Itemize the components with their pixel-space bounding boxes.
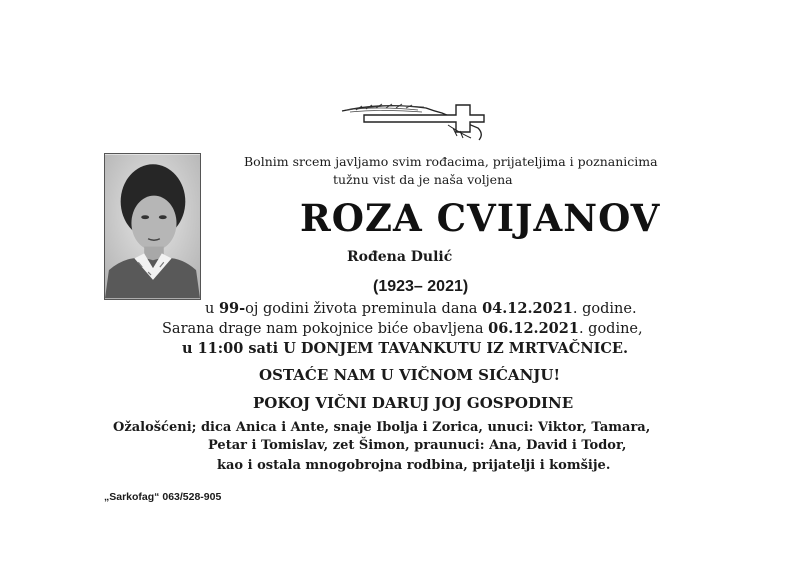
footer-contact: „Sarkofag“ 063/528-905 <box>104 491 222 503</box>
death-date: 04.12.2021 <box>482 300 573 317</box>
memory-line: OSTAĆE NAM U VIČNOM SIĆANJU! <box>259 366 561 384</box>
mourners-line-2: Petar i Tomislav, zet Šimon, praunuci: Ana, David i Todor, <box>208 438 627 453</box>
age-death-line: u 99-oj godini života preminula dana 04.12.2021. godine. <box>205 300 637 317</box>
mourners-line-1: Ožalošćeni; dica Anica i Ante, snaje Ibolja i Zorica, unuci: Viktor, Tamara, <box>113 420 651 435</box>
birth-name: Rođena Dulić <box>347 249 453 265</box>
funeral-line: Sarana drage nam pokojnice biće obavljena 06.12.2021. godine, <box>162 320 643 337</box>
funeral-time: 11:00 <box>197 340 244 357</box>
intro-line-1: Bolnim srcem javljamo svim rođacima, prijateljima i poznanicima <box>244 154 658 169</box>
cross-ornament-icon <box>338 98 488 142</box>
life-years: (1923– 2021) <box>373 278 469 295</box>
age-value: 99- <box>218 300 246 317</box>
portrait-photo <box>104 153 201 300</box>
deceased-name: ROZA CVIJANOV <box>300 196 661 240</box>
prayer-line: POKOJ VIČNI DARUJ JOJ GOSPODINE <box>253 394 574 412</box>
funeral-date: 06.12.2021 <box>488 320 579 337</box>
mourners-line-3: kao i ostala mnogobrojna rodbina, prijatelji i komšije. <box>217 458 611 473</box>
time-place-line: u 11:00 sati U DONJEM TAVANKUTU IZ MRTVAČNICE. <box>182 340 629 357</box>
funeral-place: U DONJEM TAVANKUTU IZ MRTVAČNICE. <box>283 340 629 357</box>
intro-line-2: tužnu vist da je naša voljena <box>333 172 513 187</box>
